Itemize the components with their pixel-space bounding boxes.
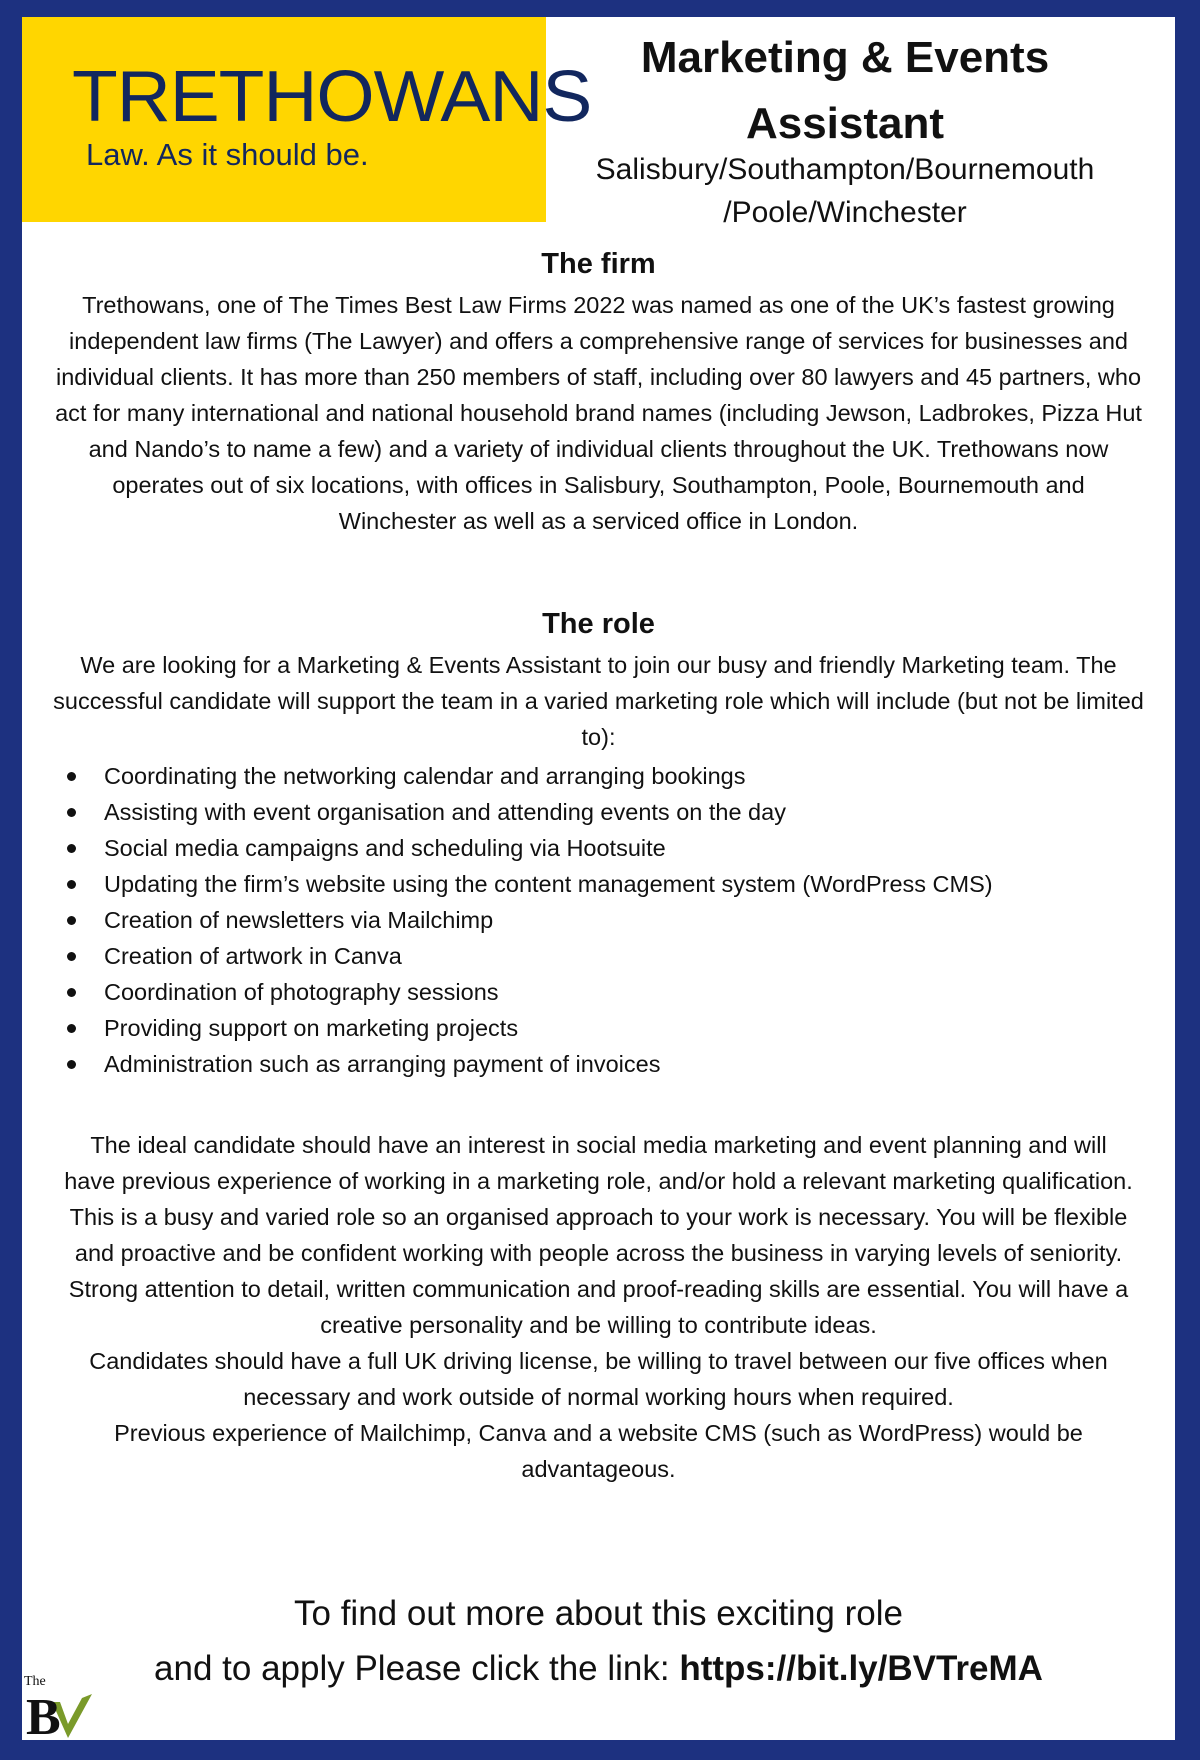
bv-logo-small-text: The [24,1674,46,1689]
bullet-icon [67,772,76,781]
role-intro: We are looking for a Marketing & Events Assistant to join our busy and friendly Marketing team. The successful candidate will support the team in a varied marketing role which will include (but not be limited to): [53,652,1144,750]
duty-text: Social media campaigns and scheduling via Hootsuite [104,835,666,861]
requirement-paragraph: This is a busy and varied role so an organised approach to your work is necessary. You will be flexible and proactive and be confident working with people across the business in varying levels of seniority. [69,1204,1128,1266]
cta-line-1: To find out more about this exciting role [294,1594,903,1633]
requirements [62,1127,1135,1487]
list-item [62,866,1162,902]
bullet-icon [67,988,76,997]
firm-heading: The firm [541,248,656,280]
apply-link[interactable]: https://bit.ly/BVTreMA [679,1649,1043,1688]
list-item [62,1046,1162,1082]
requirement-paragraph: Previous experience of Mailchimp, Canva and a website CMS (such as WordPress) would be advantageous. [114,1420,1083,1482]
job-title-line-2: Assistant [745,99,945,148]
locations-line-1: Salisbury/Southampton/Bournemouth [595,153,1095,186]
bullet-icon [67,880,76,889]
duty-text: Providing support on marketing projects [104,1015,519,1041]
locations-line-2: /Poole/Winchester [723,196,967,229]
cta-line-2 [22,1642,1175,1696]
requirement-paragraph: Strong attention to detail, written communication and proof-reading skills are essential. You will have a creative personality and be willing to contribute ideas. [68,1276,1129,1338]
list-item [62,902,1162,938]
list-item [62,794,1162,830]
requirement-paragraph: Candidates should have a full UK driving license, be willing to travel between our five offices when necessary and work outside of normal working hours when required. [89,1348,1108,1410]
list-item [62,830,1162,866]
bullet-icon [67,916,76,925]
logo-wordmark: TRETHOWANS [72,57,592,137]
bv-logo-graphic [22,1672,94,1740]
bullet-icon [67,952,76,961]
duty-text: Creation of artwork in Canva [104,943,402,969]
job-title-line-1: Marketing & Events [640,33,1050,82]
duty-text: Coordination of photography sessions [104,979,499,1005]
trethowans-logo [22,17,592,222]
job-advert [22,17,1175,1740]
duties-list [62,758,1162,1082]
bv-logo [22,1672,94,1740]
requirement-paragraph: The ideal candidate should have an interest in social media marketing and event planning and will have previous experience of working in a marketing role, and/or hold a relevant marketing qualification. [64,1132,1133,1194]
job-locations [572,148,1118,234]
cta-prefix: and to apply Please click the link: [154,1649,680,1688]
duty-text: Administration such as arranging payment of invoices [104,1051,661,1077]
duty-text: Updating the firm’s website using the content management system (WordPress CMS) [104,871,993,897]
list-item [62,1010,1162,1046]
list-item [62,938,1162,974]
bv-logo-letter-b: B [26,1689,61,1740]
bullet-icon [67,1060,76,1069]
duty-text: Creation of newsletters via Mailchimp [104,907,494,933]
duty-text: Assisting with event organisation and attending events on the day [104,799,786,825]
job-title [572,25,1118,157]
bullet-icon [67,808,76,817]
duty-text: Coordinating the networking calendar and arranging bookings [104,763,746,789]
list-item [62,758,1162,794]
firm-description: Trethowans, one of The Times Best Law Firms 2022 was named as one of the UK’s fastest growing independent law firms (The Lawyer) and offers a comprehensive range of services for businesses and individual clients. It has more than 250 members of staff, including over 80 lawyers and 45 partners, who act for many international and national household brand names (including Jewson, Ladbrokes, Pizza Hut and Nando’s to name a few) and a variety of individual clients throughout the UK. Trethowans now operates out of six locations, with offices in Salisbury, Southampton, Poole, Bournemouth and Winchester as well as a serviced office in London. [55,292,1142,534]
logo-tagline: Law. As it should be. [86,137,369,172]
bullet-icon [67,844,76,853]
role-heading: The role [542,608,655,640]
bullet-icon [67,1024,76,1033]
list-item [62,974,1162,1010]
